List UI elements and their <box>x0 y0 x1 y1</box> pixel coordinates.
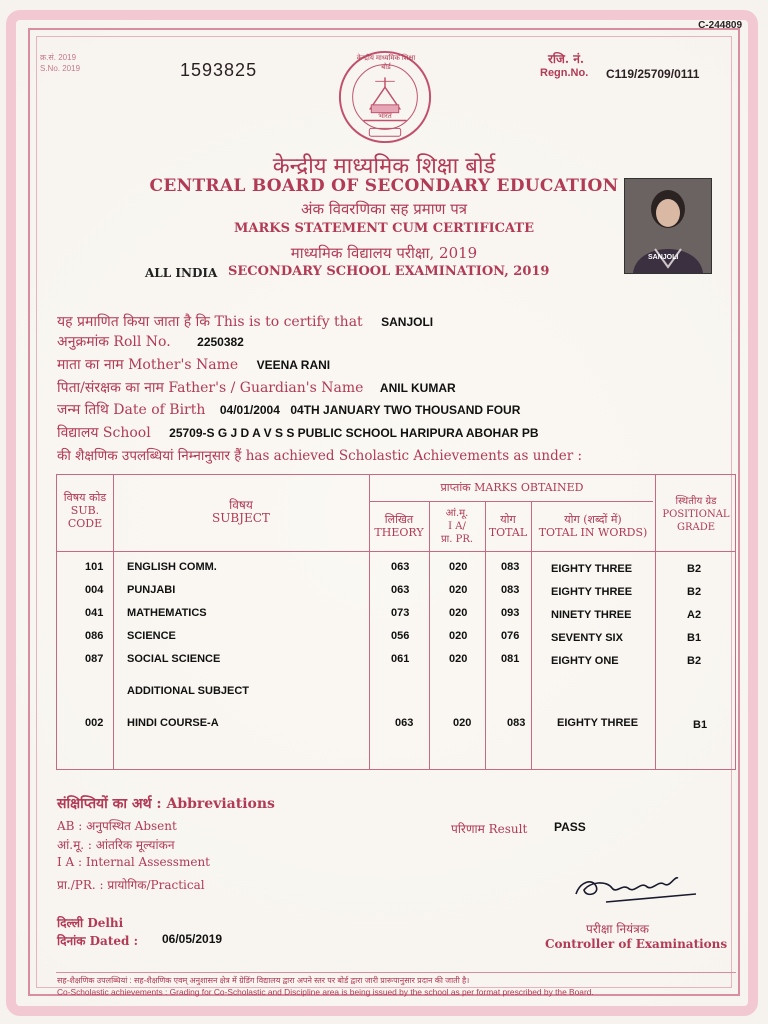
father-row <box>57 378 456 397</box>
co-scholastic-note: Co-Scholastic achievements : Grading for Co-Scholastic and Discipline area is being issued by the school as per format prescribed by the Board. <box>57 987 594 997</box>
header-ia: आं.मू. I A/ प्रा. PR. <box>440 508 474 545</box>
header-subject: विषय SUBJECT <box>212 498 270 525</box>
school-name: 25709-S G J D A V S S PUBLIC SCHOOL HARIPURA ABOHAR PB <box>169 426 539 440</box>
marks-table: विषय कोड SUB. CODE विषय SUBJECT प्राप्तांक MARKS OBTAINED लिखित THEORY आं.मू. I A/ प्रा. PR. योग TOTAL योग (शब्दों में) TOTAL IN WORDS) स्थितीय ग्रेड POSITIONAL GRADE 101 ENGLISH COMM. 063 020 083 EIGHTY THREE B2 004 PUNJABI 063 020 083 EIGHTY THREE B2 041 MATHEMATICS 073 020 093 NINETY THREE A2 086 SCIENCE 056 020 076 SEVENTY SIX B1 087 SOCIAL SCIENCE 061 020 081 EIGHTY ONE B2 ADDITIONAL SUBJECT 002 HINDI COURSE-A 063 020 083 EIGHTY THREE B1 <box>56 474 736 770</box>
result-value: PASS <box>554 820 586 834</box>
header-code: विषय कोड SUB. CODE <box>63 491 107 530</box>
cell-theory: 056 <box>391 630 410 642</box>
roll-label: अनुक्रमांक Roll No. <box>57 334 171 350</box>
certify-label: यह प्रमाणित किया जाता है कि This is to certify that <box>57 314 363 330</box>
cell-subject: SOCIAL SCIENCE <box>127 653 221 665</box>
cell-grade: B2 <box>687 586 702 598</box>
cell-theory: 063 <box>391 561 410 573</box>
header-theory: लिखित THEORY <box>374 513 424 539</box>
abbr-practical: प्रा./PR. : प्रायोगिक/Practical <box>57 878 205 892</box>
header-marks-obtained: प्राप्तांक MARKS OBTAINED <box>440 481 584 494</box>
serial-faded: क्र.सं. 2019 S.No. 2019 <box>40 53 81 73</box>
cell-words: EIGHTY ONE <box>551 655 619 667</box>
cell-theory: 061 <box>391 653 410 665</box>
controller-title: Controller of Examinations <box>545 937 728 951</box>
all-india-label: ALL INDIA <box>145 266 218 280</box>
cell-total: 076 <box>501 630 520 642</box>
cell-ia: 020 <box>449 653 468 665</box>
additional-subject-label: ADDITIONAL SUBJECT <box>127 685 250 697</box>
achieved-label: की शैक्षणिक उपलब्धियां निम्नानुसार हैं has achieved Scholastic Achievements as under : <box>57 448 583 464</box>
mother-row <box>57 355 330 374</box>
cell-ia: 020 <box>449 584 468 596</box>
header-total: योग TOTAL <box>488 513 528 539</box>
place: दिल्ली Delhi <box>57 916 124 930</box>
controller-title-hindi: परीक्षा नियंत्रक <box>586 922 649 936</box>
serial-number: 1593825 <box>180 60 258 80</box>
cell-code: 087 <box>85 653 104 665</box>
cell-words: EIGHTY THREE <box>551 586 633 598</box>
cell-grade: B2 <box>687 655 702 667</box>
certify-row <box>57 312 433 331</box>
photo-caption: SANJOLI <box>648 254 679 261</box>
regn-label: Regn.No. <box>540 67 589 79</box>
board-name: CENTRAL BOARD OF SECONDARY EDUCATION <box>149 176 619 196</box>
dob-words: 04TH JANUARY TWO THOUSAND FOUR <box>290 403 521 417</box>
certificate-title: MARKS STATEMENT CUM CERTIFICATE <box>234 221 534 236</box>
logo-text: केन्द्रीय माध्यमिक शिक्षा बोर्ड <box>356 55 416 71</box>
cell-theory: 063 <box>391 584 410 596</box>
cell-subject: ENGLISH COMM. <box>127 561 217 573</box>
regn-number: C119/25709/0111 <box>606 67 700 81</box>
cell-grade: A2 <box>687 609 702 621</box>
footer-divider <box>56 972 736 973</box>
regn-hindi-label: रजि. नं. <box>548 52 585 66</box>
abbreviations-title: संक्षिप्तियों का अर्थ : Abbreviations <box>57 796 275 812</box>
cell-words: SEVENTY SIX <box>551 632 623 644</box>
cell-ia: 020 <box>449 630 468 642</box>
roll-number: 2250382 <box>197 335 244 349</box>
header-total-words: योग (शब्दों में) TOTAL IN WORDS) <box>538 513 648 539</box>
cell-code: 041 <box>85 607 104 619</box>
cell-grade: B1 <box>687 632 702 644</box>
school-label: विद्यालय School <box>57 425 151 441</box>
issue-date: 06/05/2019 <box>162 932 223 946</box>
cell-subject: SCIENCE <box>127 630 176 642</box>
co-scholastic-note-hindi: सह-शैक्षणिक उपलब्धियां : सह-शैक्षणिक एवम् अनुशासन क्षेत्र में ग्रेडिंग विद्यालय द्वारा अपने स्तर पर बोर्ड द्वारा जारी प्रारूपानुसार प्रदान की जाती है। <box>57 976 470 985</box>
dob-label: जन्म तिथि Date of Birth <box>57 402 206 418</box>
dob: 04/01/2004 <box>219 403 280 417</box>
cell-total: 081 <box>501 653 520 665</box>
father-label: पिता/संरक्षक का नाम Father's / Guardian's Name <box>57 380 364 396</box>
board-name-hindi: केन्द्रीय माध्यमिक शिक्षा बोर्ड <box>272 154 496 179</box>
cell-total: 083 <box>501 561 520 573</box>
certificate-title-hindi: अंक विवरणिका सह प्रमाण पत्र <box>300 200 468 218</box>
controller-signature <box>566 864 706 908</box>
top-code: C-244809 <box>698 20 742 31</box>
cell-code: 101 <box>85 561 104 573</box>
exam-name: SECONDARY SCHOOL EXAMINATION, 2019 <box>228 264 550 279</box>
school-row <box>57 423 539 442</box>
cell-subject: PUNJABI <box>127 584 176 596</box>
header-grade: स्थितीय ग्रेड POSITIONAL GRADE <box>662 496 730 533</box>
cell-ia: 020 <box>449 561 468 573</box>
cell-subject: MATHEMATICS <box>127 607 207 619</box>
roll-row <box>57 332 244 351</box>
abbr-absent: AB : अनुपस्थित Absent <box>57 819 177 833</box>
dob-row <box>57 400 520 419</box>
cell-code: 004 <box>85 584 104 596</box>
dated-label: दिनांक Dated : <box>57 934 138 948</box>
cell-theory: 073 <box>391 607 410 619</box>
cell-ia: 020 <box>449 607 468 619</box>
cell-words: NINETY THREE <box>551 609 632 621</box>
exam-name-hindi: माध्यमिक विद्यालय परीक्षा, 2019 <box>290 244 478 262</box>
cell-total: 093 <box>501 607 520 619</box>
result-label: परिणाम Result <box>451 822 528 836</box>
logo-bottom-text: भारत <box>378 113 392 120</box>
father-name: ANIL KUMAR <box>379 381 456 395</box>
abbr-internal-hindi: आं.मू. : आंतरिक मूल्यांकन <box>57 838 175 852</box>
mother-label: माता का नाम Mother's Name <box>57 357 239 373</box>
cell-words: EIGHTY THREE <box>551 563 633 575</box>
cell-total: 083 <box>501 584 520 596</box>
cell-code: 086 <box>85 630 104 642</box>
cell-grade: B2 <box>687 563 702 575</box>
abbr-internal-assessment: I A : Internal Assessment <box>57 855 210 869</box>
mother-name: VEENA RANI <box>256 358 331 372</box>
student-name: SANJOLI <box>381 315 434 329</box>
